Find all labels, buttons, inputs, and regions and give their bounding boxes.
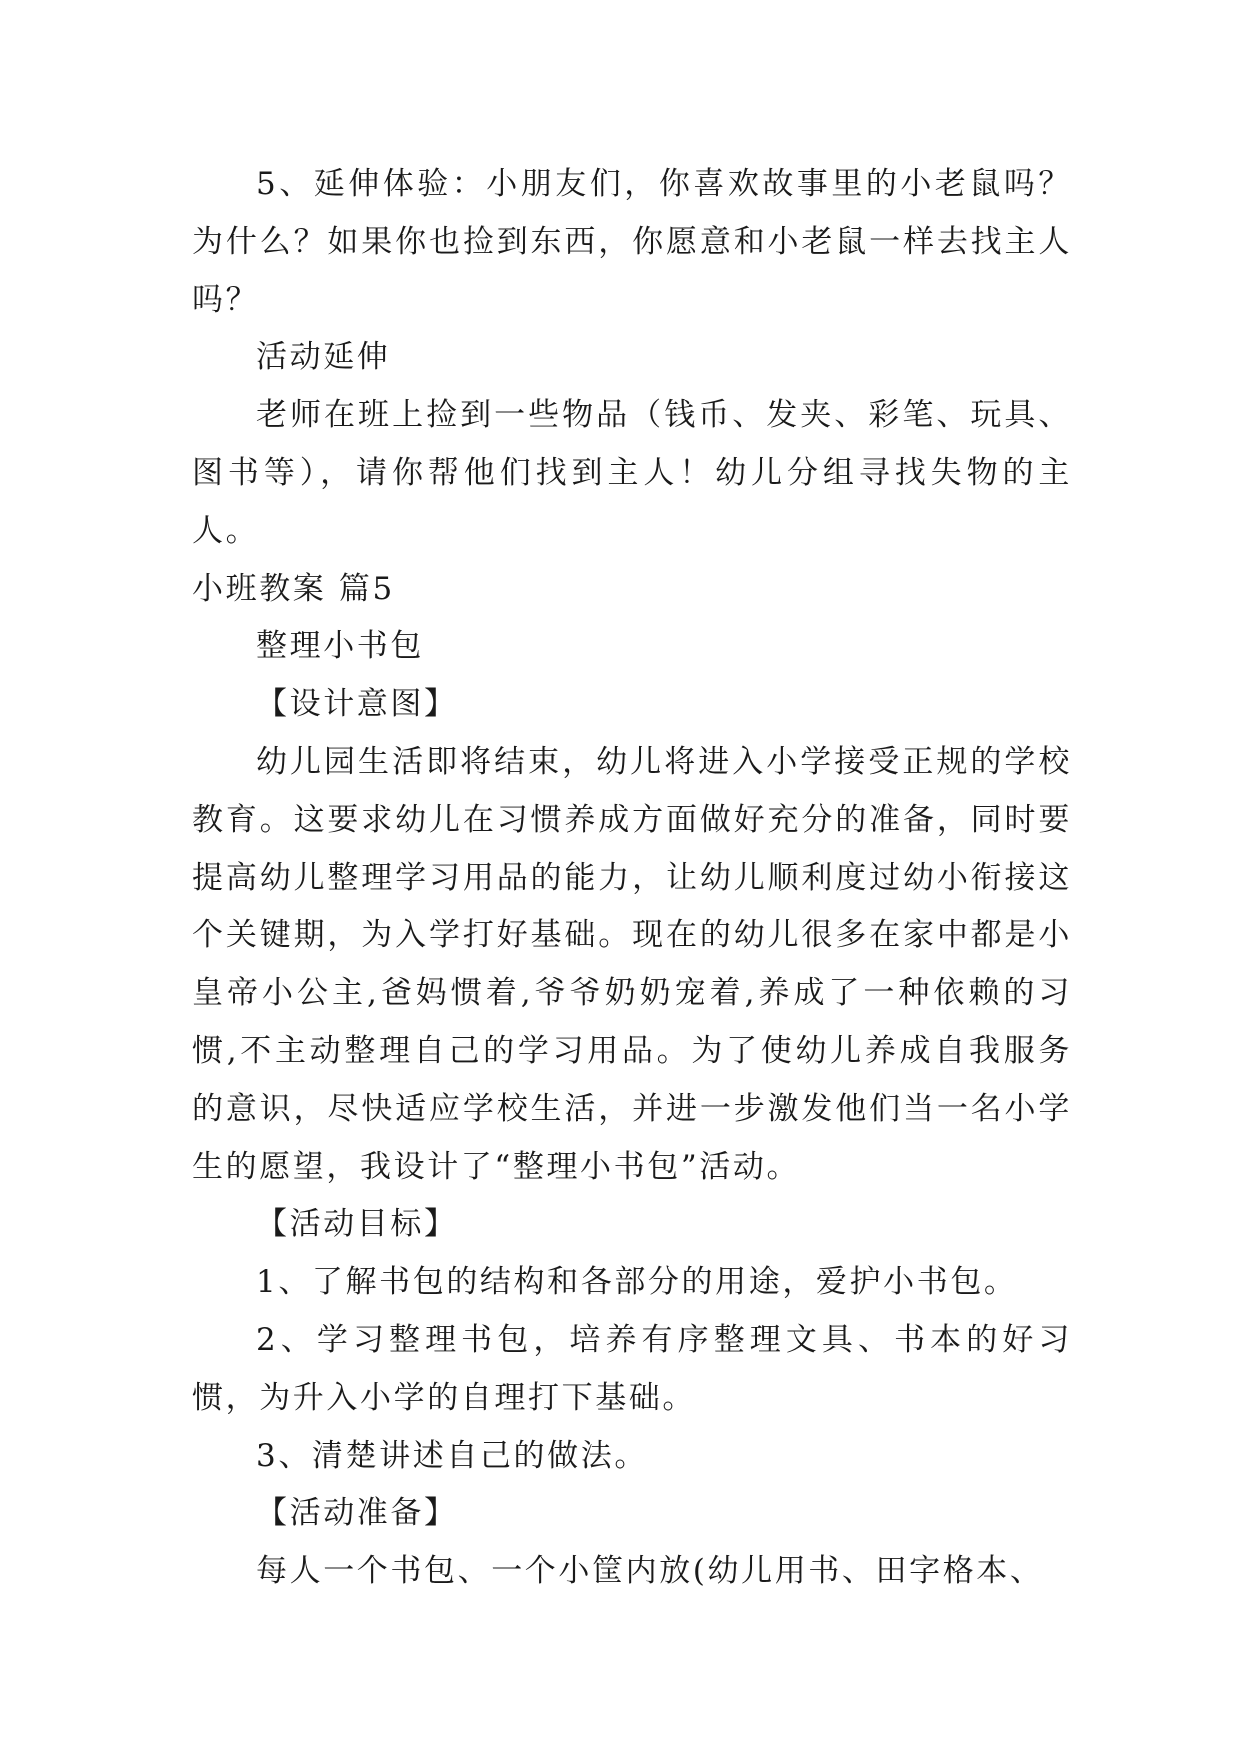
activity-goals-heading: 【活动目标】 [256, 1206, 458, 1243]
activity-preparation-heading: 【活动准备】 [256, 1495, 458, 1532]
design-intent-paragraph: 幼儿园生活即将结束，幼儿将进入小学接受正规的学校教育。这要求幼儿在习惯养成方面做好充分的准备，同时要提高幼儿整理学习用品的能力，让幼儿顺利度过幼小衔接这个关键期，为入学打好基础。现在的幼儿很多在家中都是小皇帝小公主,爸妈惯着,爷爷奶奶宠着,养成了一种依赖的习惯,不主动整理自己的学习用品。为了使幼儿养成自我服务的意识，尽快适应学校生活，并进一步激发他们当一名小学生的愿望，我设计了“整理小书包”活动。 [192, 743, 1072, 1185]
preparation-paragraph: 每人一个书包、一个小筐内放(幼儿用书、田字格本、 [256, 1553, 1044, 1590]
paragraph-extension-experience: 5、延伸体验：小朋友们，你喜欢故事里的小老鼠吗？为什么？如果你也捡到东西，你愿意和小老鼠一样去找主人吗？ [192, 166, 1072, 318]
goal-item-1: 1、了解书包的结构和各部分的用途，爱护小书包。 [256, 1264, 1018, 1301]
section-title: 小班教案 篇5 [192, 570, 395, 607]
lesson-title: 整理小书包 [256, 628, 424, 665]
design-intent-heading: 【设计意图】 [256, 686, 458, 723]
document-body [192, 156, 1072, 1601]
paragraph-activity-extension-heading: 活动延伸 [256, 339, 391, 376]
goal-item-2: 2、学习整理书包，培养有序整理文具、书本的好习惯，为升入小学的自理打下基础。 [192, 1321, 1072, 1416]
goal-item-3: 3、清楚讲述自己的做法。 [256, 1437, 648, 1474]
paragraph-lost-items: 老师在班上捡到一些物品（钱币、发夹、彩笔、玩具、图书等），请你帮他们找到主人！幼儿分组寻找失物的主人。 [192, 397, 1072, 549]
